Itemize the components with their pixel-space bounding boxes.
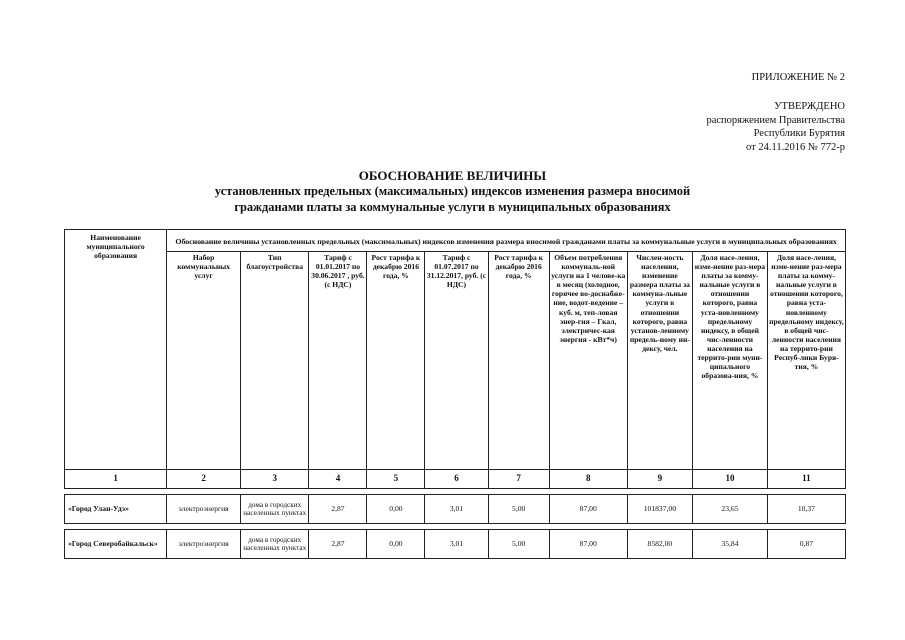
header-col-7: Рост тарифа к декабрю 2016 года, % xyxy=(488,252,549,470)
service-cell: электроэнергия xyxy=(167,530,241,559)
col-number: 1 xyxy=(65,470,167,489)
tariff-1-cell: 2,87 xyxy=(309,530,367,559)
header-col-2: Набор коммунальных услуг xyxy=(167,252,241,470)
volume-cell: 87,00 xyxy=(549,530,627,559)
col-number: 9 xyxy=(627,470,692,489)
table-column-headers xyxy=(65,252,846,470)
col-number: 10 xyxy=(693,470,768,489)
header-col-8: Объем потребления коммуналь-ной услуги на 1 челове-ка в месяц (холодное, горячее во-доснабже-ние, водот-ведение – куб. м, теп-ловая энер-гия – Гкал, электричес-кая энергия - кВт*ч) xyxy=(549,252,627,470)
header-col-11: Доля насе-ления, изме-нение раз-мера платы за комму-нальные услуги в отношении которого, равна уста-новленному предельному индексу, в общей чис-ленности населения на террито-рии Респуб-лики Буря-тия, % xyxy=(767,252,845,470)
approval-line-3: Республики Бурятия xyxy=(753,128,845,139)
improvement-type-cell: дома в городских населенных пунктах xyxy=(240,495,309,524)
share-republic-cell: 0,87 xyxy=(767,530,845,559)
table-row xyxy=(65,530,846,559)
justification-table xyxy=(64,229,846,559)
header-col-4: Тариф с 01.01.2017 по 30.06.2017 , руб. (с НДС) xyxy=(309,252,367,470)
col-number: 11 xyxy=(767,470,845,489)
municipality-name: «Город Улан-Удэ» xyxy=(65,495,167,524)
growth-1-cell: 0,00 xyxy=(367,495,425,524)
col-number: 8 xyxy=(549,470,627,489)
approval-line-2: распоряжением Правительства xyxy=(706,114,845,126)
title-line-2: установленных предельных (максимальных) индексов изменения размера вносимой xyxy=(214,184,691,198)
header-group: Обоснование величины установленных предельных (максимальных) индексов изменения размера вносимой гражданами платы за коммунальные услуги в муниципальных образованиях xyxy=(167,230,846,252)
growth-2-cell: 5,00 xyxy=(488,495,549,524)
tariff-1-cell: 2,87 xyxy=(309,495,367,524)
population-cell: 8582,00 xyxy=(627,530,692,559)
approval-line-4: от 24.11.2016 № 772-р xyxy=(746,141,845,153)
header-col-5: Рост тарифа к декабрю 2016 года, % xyxy=(367,252,425,470)
header-col-9: Числен-ность населения, изменение размера платы за коммуна-льные услуги в отношении которого, равна установ-ленному предель-ному ин-дексу, чел. xyxy=(627,252,692,470)
share-republic-cell: 10,37 xyxy=(767,495,845,524)
header-col-10: Доля насе-ления, изме-нение раз-мера платы за комму-нальные услуги в отношении которого, равна уста-новленному предельному индексу, в общей чис-ленности населения на террито-рии муни-ципального образова-ния, % xyxy=(693,252,768,470)
table-header-row xyxy=(65,230,846,252)
column-number-row xyxy=(65,470,846,489)
col-number: 4 xyxy=(309,470,367,489)
share-municipal-cell: 35,84 xyxy=(693,530,768,559)
table-row xyxy=(65,495,846,524)
col-number: 5 xyxy=(367,470,425,489)
col-number: 3 xyxy=(240,470,309,489)
col-number: 7 xyxy=(488,470,549,489)
volume-cell: 87,00 xyxy=(549,495,627,524)
col-number: 6 xyxy=(425,470,488,489)
title-line-3: гражданами платы за коммунальные услуги в муниципальных образованиях xyxy=(234,199,671,214)
growth-2-cell: 5,00 xyxy=(488,530,549,559)
improvement-type-cell: дома в городских населенных пунктах xyxy=(240,530,309,559)
approval-block xyxy=(640,100,845,154)
title-line-1: ОБОСНОВАНИЕ ВЕЛИЧИНЫ xyxy=(358,168,547,183)
tariff-2-cell: 3,01 xyxy=(425,495,488,524)
header-col-6: Тариф с 01.07.2017 по 31.12.2017, руб. (с НДС) xyxy=(425,252,488,470)
document-title xyxy=(150,168,755,215)
population-cell: 101837,00 xyxy=(627,495,692,524)
municipality-name: «Город Северобайкальск» xyxy=(65,530,167,559)
annex-label: ПРИЛОЖЕНИЕ № 2 xyxy=(751,72,845,83)
share-municipal-cell: 23,65 xyxy=(693,495,768,524)
tariff-2-cell: 3,01 xyxy=(425,530,488,559)
growth-1-cell: 0,00 xyxy=(367,530,425,559)
col-number: 2 xyxy=(167,470,241,489)
header-municipality: Наименование муниципального образования xyxy=(65,230,167,470)
header-col-3: Тип благоустройства xyxy=(240,252,309,470)
service-cell: электроэнергия xyxy=(167,495,241,524)
approval-line-1: УТВЕРЖДЕНО xyxy=(774,101,845,112)
